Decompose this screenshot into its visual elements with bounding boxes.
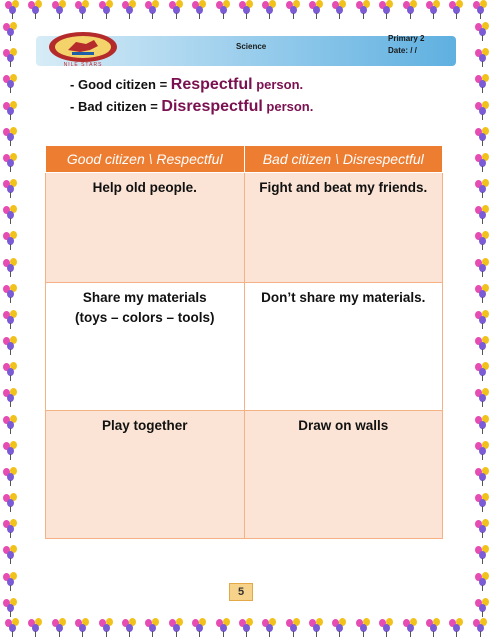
balloon-icon bbox=[27, 618, 45, 638]
balloon-icon bbox=[27, 0, 45, 20]
border-top bbox=[0, 0, 494, 22]
definition-good bbox=[70, 76, 303, 94]
border-bottom bbox=[0, 618, 494, 640]
cell-good: Play together bbox=[46, 411, 245, 539]
balloon-icon bbox=[2, 362, 20, 382]
worksheet-header bbox=[36, 30, 456, 70]
balloon-icon bbox=[215, 0, 233, 20]
definition-tail: person. bbox=[262, 99, 314, 114]
balloon-icon bbox=[98, 618, 116, 638]
balloon-icon bbox=[474, 22, 492, 42]
balloon-icon bbox=[238, 0, 256, 20]
cell-good-line1: Share my materials bbox=[82, 290, 207, 305]
definition-highlight: Respectful bbox=[170, 76, 253, 93]
balloon-icon bbox=[474, 284, 492, 304]
balloon-icon bbox=[474, 258, 492, 278]
balloon-icon bbox=[2, 48, 20, 68]
balloon-icon bbox=[74, 0, 92, 20]
balloon-icon bbox=[4, 618, 22, 638]
balloon-icon bbox=[474, 231, 492, 251]
grade-label: Primary 2 bbox=[388, 34, 425, 43]
definition-lead: Good citizen = bbox=[77, 77, 171, 92]
balloon-icon bbox=[2, 598, 20, 618]
balloon-icon bbox=[308, 0, 326, 20]
balloon-icon bbox=[474, 441, 492, 461]
balloon-icon bbox=[261, 618, 279, 638]
balloon-icon bbox=[308, 618, 326, 638]
comparison-table bbox=[45, 145, 443, 539]
balloon-icon bbox=[474, 467, 492, 487]
cell-bad: Don’t share my materials. bbox=[244, 283, 443, 411]
balloon-icon bbox=[474, 598, 492, 618]
balloon-icon bbox=[144, 0, 162, 20]
balloon-icon bbox=[474, 388, 492, 408]
definition-tail: person. bbox=[252, 77, 304, 92]
balloon-icon bbox=[4, 0, 22, 20]
cell-good-line2: (toys – colors – tools) bbox=[74, 310, 215, 325]
balloon-icon bbox=[474, 310, 492, 330]
balloon-icon bbox=[474, 179, 492, 199]
balloon-icon bbox=[168, 618, 186, 638]
balloon-icon bbox=[98, 0, 116, 20]
table-row bbox=[46, 411, 443, 539]
balloon-icon bbox=[285, 0, 303, 20]
balloon-icon bbox=[474, 493, 492, 513]
balloon-icon bbox=[474, 101, 492, 121]
balloon-icon bbox=[74, 618, 92, 638]
balloon-icon bbox=[2, 153, 20, 173]
balloon-icon bbox=[168, 0, 186, 20]
balloon-icon bbox=[425, 0, 443, 20]
balloon-icon bbox=[448, 0, 466, 20]
definition-dash: - bbox=[70, 99, 75, 114]
balloon-icon bbox=[238, 618, 256, 638]
balloon-icon bbox=[2, 284, 20, 304]
balloon-icon bbox=[51, 0, 69, 20]
balloon-icon bbox=[2, 205, 20, 225]
balloon-icon bbox=[474, 74, 492, 94]
balloon-icon bbox=[2, 572, 20, 592]
balloon-icon bbox=[355, 618, 373, 638]
balloon-icon bbox=[474, 48, 492, 68]
balloon-icon bbox=[2, 231, 20, 251]
balloon-icon bbox=[474, 153, 492, 173]
definition-dash: - bbox=[70, 77, 75, 92]
logo-text: NILE STARS bbox=[63, 62, 103, 68]
balloon-icon bbox=[215, 618, 233, 638]
balloon-icon bbox=[2, 519, 20, 539]
date-label: Date: / / bbox=[388, 46, 417, 55]
balloon-icon bbox=[472, 0, 490, 20]
balloon-icon bbox=[2, 258, 20, 278]
balloon-icon bbox=[378, 0, 396, 20]
balloon-icon bbox=[378, 618, 396, 638]
balloon-icon bbox=[425, 618, 443, 638]
table-row bbox=[46, 173, 443, 283]
border-right bbox=[472, 22, 494, 618]
subject-label: Science bbox=[236, 42, 267, 51]
table-header-row bbox=[46, 146, 443, 173]
table-row bbox=[46, 283, 443, 411]
balloon-icon bbox=[144, 618, 162, 638]
balloon-icon bbox=[2, 415, 20, 435]
cell-good: Help old people. bbox=[46, 173, 245, 283]
balloon-icon bbox=[2, 74, 20, 94]
balloon-icon bbox=[285, 618, 303, 638]
balloon-icon bbox=[474, 336, 492, 356]
border-left bbox=[0, 22, 22, 618]
definition-lead: Bad citizen = bbox=[77, 99, 162, 114]
balloon-icon bbox=[474, 205, 492, 225]
balloon-icon bbox=[2, 467, 20, 487]
cell-bad: Draw on walls bbox=[244, 411, 443, 539]
school-logo-icon bbox=[46, 30, 120, 70]
balloon-icon bbox=[261, 0, 279, 20]
balloon-icon bbox=[402, 618, 420, 638]
page-number: 5 bbox=[229, 583, 253, 601]
balloon-icon bbox=[474, 545, 492, 565]
balloon-icon bbox=[2, 310, 20, 330]
balloon-icon bbox=[355, 0, 373, 20]
balloon-icon bbox=[402, 0, 420, 20]
cell-bad: Fight and beat my friends. bbox=[244, 173, 443, 283]
cell-good bbox=[46, 283, 245, 411]
balloon-icon bbox=[51, 618, 69, 638]
definition-bad bbox=[70, 98, 313, 116]
balloon-icon bbox=[2, 101, 20, 121]
balloon-icon bbox=[474, 519, 492, 539]
balloon-icon bbox=[191, 0, 209, 20]
balloon-icon bbox=[2, 493, 20, 513]
balloon-icon bbox=[2, 388, 20, 408]
balloon-icon bbox=[2, 545, 20, 565]
definition-highlight: Disrespectful bbox=[161, 98, 263, 115]
balloon-icon bbox=[472, 618, 490, 638]
column-header-good: Good citizen \ Respectful bbox=[46, 146, 245, 173]
balloon-icon bbox=[474, 415, 492, 435]
balloon-icon bbox=[2, 22, 20, 42]
balloon-icon bbox=[448, 618, 466, 638]
balloon-icon bbox=[121, 618, 139, 638]
balloon-icon bbox=[2, 127, 20, 147]
balloon-icon bbox=[331, 0, 349, 20]
balloon-icon bbox=[474, 127, 492, 147]
balloon-icon bbox=[331, 618, 349, 638]
balloon-icon bbox=[2, 441, 20, 461]
balloon-icon bbox=[121, 0, 139, 20]
balloon-icon bbox=[2, 179, 20, 199]
balloon-icon bbox=[2, 336, 20, 356]
balloon-icon bbox=[191, 618, 209, 638]
column-header-bad: Bad citizen \ Disrespectful bbox=[244, 146, 443, 173]
balloon-icon bbox=[474, 362, 492, 382]
balloon-icon bbox=[474, 572, 492, 592]
